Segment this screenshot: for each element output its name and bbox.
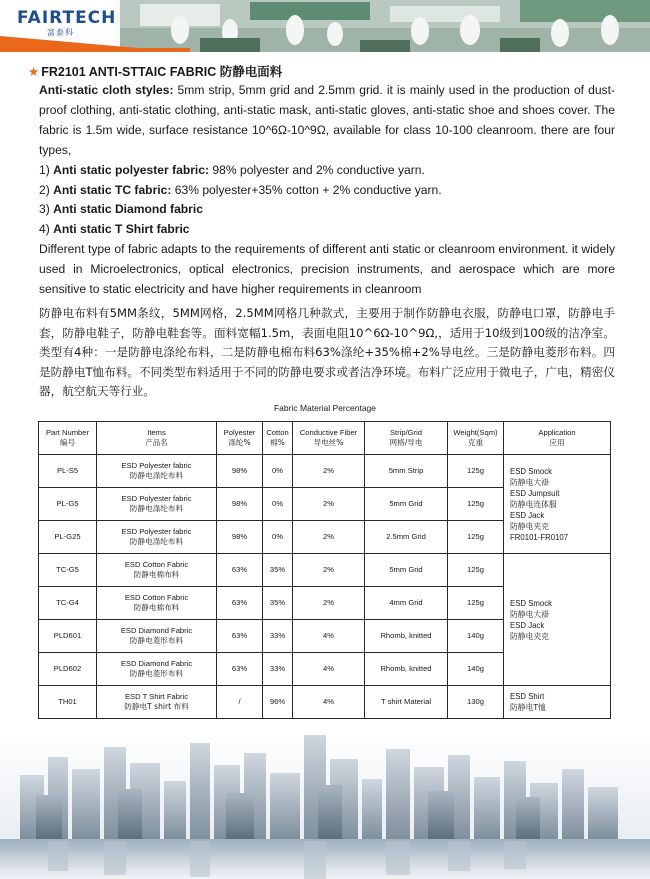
cell-conductive: 2% xyxy=(293,455,365,488)
header-part-number: Part Number 编号 xyxy=(39,422,97,455)
cell-item: ESD Cotton Fabric 防静电棉布料 xyxy=(97,587,217,620)
cell-polyester: 63% xyxy=(217,653,263,686)
cell-weight: 140g xyxy=(448,620,504,653)
logo xyxy=(17,8,127,38)
cell-polyester: 63% xyxy=(217,620,263,653)
cell-item: ESD Diamond Fabric 防静电菱形布料 xyxy=(97,653,217,686)
cell-weight: 125g xyxy=(448,521,504,554)
cell-cotton: 0% xyxy=(263,455,293,488)
intro-lead: Anti-static cloth styles: xyxy=(39,83,174,97)
page-title xyxy=(28,62,282,80)
cell-cotton: 0% xyxy=(263,521,293,554)
city-skyline-image xyxy=(0,735,650,879)
cell-strip: 2.5mm Grid xyxy=(365,521,448,554)
header-weight: Weight(Sqm) 克重 xyxy=(448,422,504,455)
cell-item: ESD Cotton Fabric 防静电棉布料 xyxy=(97,554,217,587)
cell-polyester: 98% xyxy=(217,521,263,554)
header-polyester: Polyester 涤纶% xyxy=(217,422,263,455)
orange-band xyxy=(0,48,190,52)
header-conductive: Conductive Fiber 导电丝% xyxy=(293,422,365,455)
cell-polyester: / xyxy=(217,686,263,719)
cell-strip: 5mm Grid xyxy=(365,488,448,521)
cell-cotton: 0% xyxy=(263,488,293,521)
cell-weight: 125g xyxy=(448,587,504,620)
cell-strip: 5mm Grid xyxy=(365,554,448,587)
cell-application-tshirt: ESD Shirt 防静电T恤 xyxy=(504,686,611,719)
header-items: Items 产品名 xyxy=(97,422,217,455)
star-icon: ★ xyxy=(28,65,40,79)
fabric-table xyxy=(38,421,611,719)
title-text: FR2101 ANTI-STTAIC FABRIC 防静电面料 xyxy=(41,65,283,79)
cell-weight: 125g xyxy=(448,488,504,521)
cell-part: TC-G4 xyxy=(39,587,97,620)
table-row xyxy=(39,686,611,719)
cell-polyester: 98% xyxy=(217,455,263,488)
intro-text: 5mm strip, 5mm grid and 2.5mm grid. it is mainly used in the production of dust-proof clothing, anti-static clothing, anti-static mask, anti-static gloves, anti-static shoe and shoes cover. The fabric is 1.5m wide, surface resistance 10^6Ω-10^9Ω, available for class 10-100 cleanroom. there are four types, xyxy=(39,83,615,157)
header-banner xyxy=(0,0,650,52)
cell-application-cotton-diamond: ESD Smock 防静电大褂 ESD Jack 防静电夹克 xyxy=(504,554,611,686)
cell-polyester: 63% xyxy=(217,554,263,587)
cell-strip: T shirt Material xyxy=(365,686,448,719)
chinese-paragraph: 防静电布料有5MM条纹，5MM网格，2.5MM网格几种款式，主要用于制作防静电衣服，防静电口罩，防静电手套，防静电鞋子，防静电鞋套等。面料宽幅1.5m，表面电阻10^6Ω-10^9Ω,，适用于10级到100级的洁净室。类型有4种：一是防静电涤纶布料，二是防静电棉布料63%涤纶+35%棉+2%导电丝。三是防静电菱形布料。四是防静电T恤布料。不同类型布料适用于不同的防静电要求或者洁净环境。布料广泛应用于微电子，广电，精密仪器，航空航天等行业。 xyxy=(39,306,615,399)
cell-weight: 140g xyxy=(448,653,504,686)
cell-strip: Rhomb, knitted xyxy=(365,653,448,686)
logo-wordmark: FAIRTECH xyxy=(17,8,117,28)
table-row xyxy=(39,455,611,488)
cell-weight: 125g xyxy=(448,455,504,488)
cell-part: PL-G25 xyxy=(39,521,97,554)
cell-conductive: 2% xyxy=(293,488,365,521)
cell-part: PLD601 xyxy=(39,620,97,653)
cell-cotton: 35% xyxy=(263,587,293,620)
cell-item: ESD T Shirt Fabric 防静电T shirt 布料 xyxy=(97,686,217,719)
type-item-4: 4) Anti static T Shirt fabric xyxy=(39,222,190,237)
closing-text: Different type of fabric adapts to the requirements of different anti static or cleanroom environment. it widely used in Microelectronics, optical electronics, precision instruments, and aerospace which are more sensitive to static electricity and have higher requirements in cleanroom xyxy=(39,242,615,297)
table-caption: Fabric Material Percentage xyxy=(273,403,377,413)
cell-weight: 125g xyxy=(448,554,504,587)
cell-item: ESD Polyester fabric 防静电涤纶布料 xyxy=(97,488,217,521)
cell-part: PL-G5 xyxy=(39,488,97,521)
cleanroom-photo xyxy=(120,0,650,52)
logo-chinese: 富泰科 xyxy=(47,28,74,37)
cell-cotton: 96% xyxy=(263,686,293,719)
cell-item: ESD Diamond Fabric 防静电菱形布料 xyxy=(97,620,217,653)
header-cotton: Cotton 棉% xyxy=(263,422,293,455)
cell-cotton: 35% xyxy=(263,554,293,587)
type-item-3: 3) Anti static Diamond fabric xyxy=(39,202,203,217)
header-application: Application 应用 xyxy=(504,422,611,455)
cell-item: ESD Polyester fabric 防静电涤纶布料 xyxy=(97,455,217,488)
intro-paragraph xyxy=(39,81,615,300)
table-header-row xyxy=(39,422,611,455)
cell-strip: Rhomb, knitted xyxy=(365,620,448,653)
cell-conductive: 4% xyxy=(293,653,365,686)
cell-strip: 4mm Grid xyxy=(365,587,448,620)
cell-part: TC-G5 xyxy=(39,554,97,587)
cell-part: PL-S5 xyxy=(39,455,97,488)
cell-weight: 130g xyxy=(448,686,504,719)
cell-conductive: 2% xyxy=(293,587,365,620)
table-row xyxy=(39,554,611,587)
cell-item: ESD Polyester fabric 防静电涤纶布料 xyxy=(97,521,217,554)
cell-conductive: 2% xyxy=(293,554,365,587)
cell-polyester: 63% xyxy=(217,587,263,620)
cell-cotton: 33% xyxy=(263,653,293,686)
cell-polyester: 98% xyxy=(217,488,263,521)
cell-conductive: 2% xyxy=(293,521,365,554)
cell-application-polyester: ESD Smock 防静电大褂 ESD Jumpsuit 防静电连体服 ESD Jack 防静电夹克 FR0101-FR0107 xyxy=(504,455,611,554)
cell-conductive: 4% xyxy=(293,686,365,719)
cell-cotton: 33% xyxy=(263,620,293,653)
cell-strip: 5mm Strip xyxy=(365,455,448,488)
cell-part: PLD602 xyxy=(39,653,97,686)
cell-part: TH01 xyxy=(39,686,97,719)
type-item-1: 1) Anti static polyester fabric: 98% polyester and 2% conductive yarn. xyxy=(39,162,425,177)
type-item-2: 2) Anti static TC fabric: 63% polyester+35% cotton + 2% conductive yarn. xyxy=(39,182,442,197)
cell-conductive: 4% xyxy=(293,620,365,653)
header-strip: Strip/Grid 网格/导电 xyxy=(365,422,448,455)
